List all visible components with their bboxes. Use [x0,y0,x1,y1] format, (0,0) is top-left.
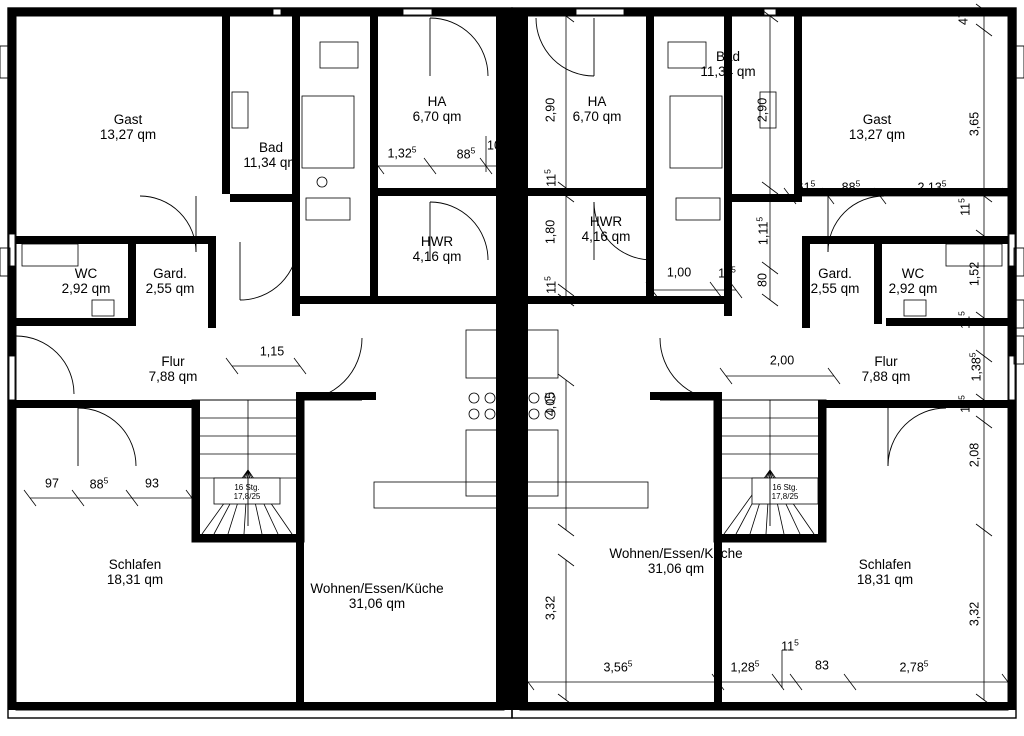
dimension-2-13: 2,13$^5$ [917,178,947,195]
room-name: Schlafen [108,557,162,572]
dimension-3-32-left: 3,32 [543,595,558,621]
room-name: Gast [113,112,143,127]
room-name: Wohnen/Essen/Küche [310,581,444,596]
room-area: 4,16 qm [581,229,631,244]
dimension-61: $61^5$ [796,178,816,195]
room-name: Flur [874,354,898,369]
dimension-2-78: 2,78$^5$ [899,658,929,675]
room-label-hwr-left [413,234,462,264]
room-area: 13,27 qm [99,127,157,142]
room-area: 31,06 qm [348,596,406,611]
room-area: 6,70 qm [412,109,462,124]
room-label-bad-left [243,140,298,170]
dimension-80: 80 [755,273,770,287]
room-area: 18,31 qm [856,572,914,587]
room-name: Bad [258,140,284,155]
stair-riser-tread: 17,8/25 [233,492,261,501]
dimension-88-a: $88^5$ [456,145,476,162]
dimension-2-90-right: 2,90 [755,97,770,123]
dimension-88-c: $88^5$ [841,178,861,195]
stair-label-left [234,483,261,501]
room-area: 2,92 qm [888,281,938,296]
room-label-wc-right [889,266,938,296]
room-name: HWR [420,234,454,249]
dimension-83: 83 [815,658,829,673]
room-area: 18,31 qm [106,572,164,587]
room-label-wohnen-right [609,546,742,576]
room-name: HA [587,94,607,109]
dimension-11-5-b: $11^5$ [542,276,559,294]
stair-count: 16 Stg. [772,483,798,492]
room-label-ha-left [413,94,462,124]
room-area: 13,27 qm [848,127,906,142]
dimension-11-5-f: $11^5$ [956,395,973,413]
room-area: 6,70 qm [572,109,622,124]
room-label-gast-left [100,112,156,142]
dimension-1-52: 1,52 [967,261,982,287]
room-label-schlafen-left [107,557,163,587]
room-area: 2,92 qm [61,281,111,296]
dimension-3-56: 3,56$^5$ [603,658,633,675]
room-area: 7,88 qm [861,369,911,384]
room-name: WC [901,266,925,281]
dimension-2-00: 2,00 [769,353,795,368]
room-name: Schlafen [858,557,912,572]
room-label-wc-left [62,266,111,296]
dimension-47: 47 [956,11,971,25]
dimension-11-5-c: $11^5$ [718,264,736,281]
dimension-93: 93 [145,476,159,491]
dimension-3-32-right: 3,32 [967,601,982,627]
room-name: HWR [589,214,623,229]
room-name: Gard. [818,266,852,281]
room-label-flur-right [862,354,911,384]
room-name: Flur [161,354,185,369]
room-area: 2,55 qm [145,281,195,296]
dimension-11-5-g: $11^5$ [781,637,799,654]
room-label-flur-left [149,354,198,384]
room-name: WC [74,266,98,281]
room-label-hwr-right [582,214,631,244]
dimension-3-65: 3,65 [967,111,982,137]
dimension-2-90-left: 2,90 [543,97,558,123]
dimension-11-5-d: $11^5$ [956,198,973,216]
room-label-wohnen-left [310,581,443,611]
dimension-1-15: 1,15 [259,344,285,359]
dimension-1-80: 1,80 [543,219,558,245]
dimension-1-00: 1,00 [666,265,692,280]
dimension-11-5-a: $11^5$ [542,169,559,187]
room-label-gard-left [146,266,195,296]
room-area: 31,06 qm [647,561,705,576]
room-area: 11,34 qm [700,64,756,79]
dimension-88-b: $88^5$ [89,475,109,492]
room-label-bad-right [700,49,755,79]
dimension-1-38: 1,38$^5$ [967,352,984,382]
room-area: 4,16 qm [412,249,462,264]
room-label-gast-right [849,112,905,142]
room-name: Wohnen/Essen/Küche [609,546,743,561]
dimension-11-5-e: $11^5$ [956,311,973,329]
room-label-schlafen-right [857,557,913,587]
dimension-1-28: 1,28$^5$ [730,658,760,675]
room-area: 11,34 qm [243,155,299,170]
dimension-1-11: 1,11$^5$ [754,216,771,246]
stair-label-right [772,483,799,501]
dimension-1-32: 1,32$^5$ [387,144,417,161]
room-area: 7,88 qm [148,369,198,384]
dimension-10: 10 [487,138,501,153]
room-name: Gast [862,112,892,127]
room-name: Bad [715,49,741,64]
room-label-ha-right [573,94,622,124]
room-area: 2,55 qm [810,281,860,296]
dimension-2-08: 2,08 [967,442,982,468]
stair-count: 16 Stg. [234,483,260,492]
stair-riser-tread: 17,8/25 [771,492,799,501]
room-name: Gard. [153,266,187,281]
room-name: HA [427,94,447,109]
dimension-4-05: 4,05 [543,391,558,417]
room-label-gard-right [811,266,860,296]
dimension-97: 97 [45,476,59,491]
